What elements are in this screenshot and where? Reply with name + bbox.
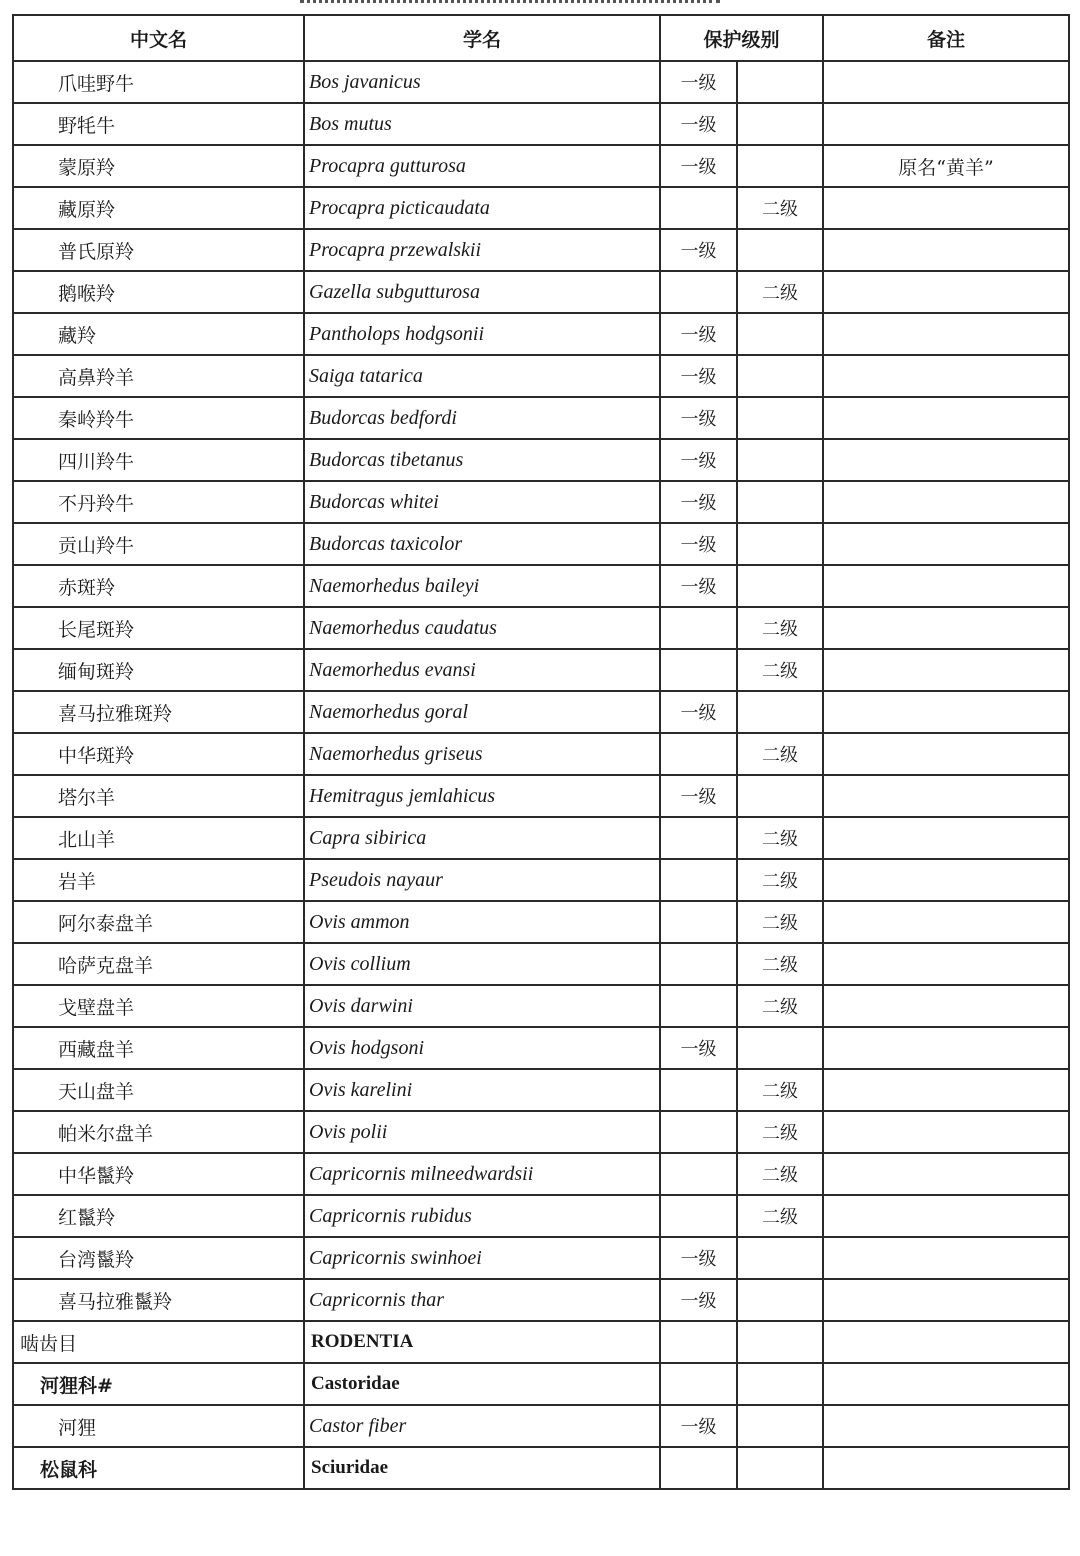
level-one-cell bbox=[660, 817, 737, 859]
level-one-cell bbox=[660, 1195, 737, 1237]
remarks-cell bbox=[823, 943, 1069, 985]
remarks-cell bbox=[823, 1363, 1069, 1405]
level-one-cell: 一级 bbox=[660, 229, 737, 271]
level-one-cell bbox=[660, 271, 737, 313]
protected-species-table bbox=[12, 14, 1070, 1490]
scientific-name-cell: Naemorhedus evansi bbox=[304, 649, 660, 691]
header-remarks: 备注 bbox=[823, 15, 1069, 61]
table-row bbox=[13, 145, 1069, 187]
chinese-name-cell: 岩羊 bbox=[13, 859, 304, 901]
chinese-name-cell: 塔尔羊 bbox=[13, 775, 304, 817]
remarks-cell bbox=[823, 1153, 1069, 1195]
scientific-name-cell: Naemorhedus baileyi bbox=[304, 565, 660, 607]
scientific-name-cell: Budorcas tibetanus bbox=[304, 439, 660, 481]
cropped-heading-remnant bbox=[300, 0, 720, 9]
chinese-name-cell: 中华斑羚 bbox=[13, 733, 304, 775]
table-row bbox=[13, 691, 1069, 733]
table-row bbox=[13, 733, 1069, 775]
level-one-cell: 一级 bbox=[660, 691, 737, 733]
scientific-name-cell: Procapra gutturosa bbox=[304, 145, 660, 187]
table-row bbox=[13, 271, 1069, 313]
chinese-name-cell: 哈萨克盘羊 bbox=[13, 943, 304, 985]
level-two-cell bbox=[737, 565, 823, 607]
chinese-name-cell: 普氏原羚 bbox=[13, 229, 304, 271]
level-two-cell bbox=[737, 1405, 823, 1447]
remarks-cell bbox=[823, 607, 1069, 649]
remarks-cell bbox=[823, 313, 1069, 355]
chinese-name-cell: 中华鬣羚 bbox=[13, 1153, 304, 1195]
remarks-cell bbox=[823, 103, 1069, 145]
level-two-cell bbox=[737, 103, 823, 145]
remarks-cell bbox=[823, 901, 1069, 943]
scientific-name-cell: Capricornis milneedwardsii bbox=[304, 1153, 660, 1195]
table-row bbox=[13, 901, 1069, 943]
level-one-cell: 一级 bbox=[660, 397, 737, 439]
level-two-cell bbox=[737, 1237, 823, 1279]
scientific-name-cell: Capricornis swinhoei bbox=[304, 1237, 660, 1279]
table-row bbox=[13, 1237, 1069, 1279]
header-chinese-name: 中文名 bbox=[13, 15, 304, 61]
level-two-cell: 二级 bbox=[737, 901, 823, 943]
scientific-name-cell: Ovis darwini bbox=[304, 985, 660, 1027]
level-one-cell: 一级 bbox=[660, 1405, 737, 1447]
table-row bbox=[13, 439, 1069, 481]
remarks-cell bbox=[823, 649, 1069, 691]
level-one-cell bbox=[660, 1153, 737, 1195]
remarks-cell bbox=[823, 1321, 1069, 1363]
table-row bbox=[13, 61, 1069, 103]
remarks-cell bbox=[823, 691, 1069, 733]
level-two-cell bbox=[737, 481, 823, 523]
remarks-cell bbox=[823, 565, 1069, 607]
table-row bbox=[13, 1279, 1069, 1321]
level-one-cell bbox=[660, 649, 737, 691]
level-two-cell: 二级 bbox=[737, 1111, 823, 1153]
level-one-cell bbox=[660, 1363, 737, 1405]
level-one-cell bbox=[660, 1447, 737, 1489]
level-two-cell: 二级 bbox=[737, 859, 823, 901]
scientific-name-cell: Naemorhedus goral bbox=[304, 691, 660, 733]
scientific-name-cell: Capra sibirica bbox=[304, 817, 660, 859]
chinese-name-cell: 藏原羚 bbox=[13, 187, 304, 229]
level-two-cell bbox=[737, 1447, 823, 1489]
level-one-cell: 一级 bbox=[660, 61, 737, 103]
table-row bbox=[13, 607, 1069, 649]
scientific-name-cell: Naemorhedus caudatus bbox=[304, 607, 660, 649]
scientific-name-cell: Pseudois nayaur bbox=[304, 859, 660, 901]
scientific-name-cell: RODENTIA bbox=[304, 1321, 660, 1363]
table-body bbox=[13, 61, 1069, 1489]
scientific-name-cell: Capricornis thar bbox=[304, 1279, 660, 1321]
table-row bbox=[13, 355, 1069, 397]
chinese-name-cell: 缅甸斑羚 bbox=[13, 649, 304, 691]
table-row bbox=[13, 1195, 1069, 1237]
level-two-cell bbox=[737, 1279, 823, 1321]
scientific-name-cell: Ovis polii bbox=[304, 1111, 660, 1153]
chinese-name-cell: 贡山羚牛 bbox=[13, 523, 304, 565]
scientific-name-cell: Naemorhedus griseus bbox=[304, 733, 660, 775]
table-row bbox=[13, 397, 1069, 439]
remarks-cell bbox=[823, 187, 1069, 229]
scientific-name-cell: Bos javanicus bbox=[304, 61, 660, 103]
header-scientific-name: 学名 bbox=[304, 15, 660, 61]
table-row bbox=[13, 103, 1069, 145]
table-row bbox=[13, 1447, 1069, 1489]
level-two-cell: 二级 bbox=[737, 1069, 823, 1111]
remarks-cell bbox=[823, 481, 1069, 523]
level-one-cell bbox=[660, 733, 737, 775]
level-one-cell: 一级 bbox=[660, 1279, 737, 1321]
level-two-cell bbox=[737, 691, 823, 733]
level-two-cell: 二级 bbox=[737, 607, 823, 649]
level-two-cell bbox=[737, 313, 823, 355]
chinese-name-cell: 红鬣羚 bbox=[13, 1195, 304, 1237]
table-row bbox=[13, 481, 1069, 523]
remarks-cell bbox=[823, 1405, 1069, 1447]
table-row bbox=[13, 985, 1069, 1027]
level-two-cell bbox=[737, 775, 823, 817]
chinese-name-cell: 喜马拉雅鬣羚 bbox=[13, 1279, 304, 1321]
table-row bbox=[13, 1321, 1069, 1363]
scientific-name-cell: Procapra przewalskii bbox=[304, 229, 660, 271]
chinese-name-cell: 河狸 bbox=[13, 1405, 304, 1447]
level-one-cell: 一级 bbox=[660, 523, 737, 565]
scientific-name-cell: Ovis ammon bbox=[304, 901, 660, 943]
scientific-name-cell: Bos mutus bbox=[304, 103, 660, 145]
level-two-cell bbox=[737, 523, 823, 565]
scientific-name-cell: Gazella subgutturosa bbox=[304, 271, 660, 313]
level-two-cell: 二级 bbox=[737, 1153, 823, 1195]
scientific-name-cell: Saiga tatarica bbox=[304, 355, 660, 397]
chinese-name-cell: 野牦牛 bbox=[13, 103, 304, 145]
level-two-cell: 二级 bbox=[737, 187, 823, 229]
level-one-cell: 一级 bbox=[660, 145, 737, 187]
chinese-name-cell: 北山羊 bbox=[13, 817, 304, 859]
level-one-cell: 一级 bbox=[660, 481, 737, 523]
remarks-cell bbox=[823, 859, 1069, 901]
level-one-cell: 一级 bbox=[660, 439, 737, 481]
level-two-cell bbox=[737, 355, 823, 397]
remarks-cell bbox=[823, 397, 1069, 439]
remarks-cell bbox=[823, 1447, 1069, 1489]
table-row bbox=[13, 187, 1069, 229]
scientific-name-cell: Ovis hodgsoni bbox=[304, 1027, 660, 1069]
level-two-cell bbox=[737, 229, 823, 271]
remarks-cell bbox=[823, 1237, 1069, 1279]
level-two-cell: 二级 bbox=[737, 1195, 823, 1237]
scientific-name-cell: Ovis karelini bbox=[304, 1069, 660, 1111]
table-row bbox=[13, 859, 1069, 901]
chinese-name-cell: 爪哇野牛 bbox=[13, 61, 304, 103]
level-two-cell: 二级 bbox=[737, 271, 823, 313]
level-one-cell bbox=[660, 187, 737, 229]
remarks-cell bbox=[823, 523, 1069, 565]
remarks-cell bbox=[823, 1027, 1069, 1069]
remarks-cell bbox=[823, 733, 1069, 775]
table-row bbox=[13, 1153, 1069, 1195]
remarks-cell bbox=[823, 985, 1069, 1027]
table-row bbox=[13, 1363, 1069, 1405]
table-row bbox=[13, 817, 1069, 859]
remarks-cell: 原名“黄羊” bbox=[823, 145, 1069, 187]
chinese-name-cell: 天山盘羊 bbox=[13, 1069, 304, 1111]
level-one-cell bbox=[660, 1069, 737, 1111]
level-two-cell: 二级 bbox=[737, 649, 823, 691]
chinese-name-cell: 蒙原羚 bbox=[13, 145, 304, 187]
chinese-name-cell: 戈壁盘羊 bbox=[13, 985, 304, 1027]
chinese-name-cell: 高鼻羚羊 bbox=[13, 355, 304, 397]
level-one-cell: 一级 bbox=[660, 355, 737, 397]
level-two-cell: 二级 bbox=[737, 733, 823, 775]
scientific-name-cell: Castor fiber bbox=[304, 1405, 660, 1447]
scientific-name-cell: Hemitragus jemlahicus bbox=[304, 775, 660, 817]
level-two-cell: 二级 bbox=[737, 817, 823, 859]
scientific-name-cell: Pantholops hodgsonii bbox=[304, 313, 660, 355]
remarks-cell bbox=[823, 1195, 1069, 1237]
scientific-name-cell: Capricornis rubidus bbox=[304, 1195, 660, 1237]
level-two-cell bbox=[737, 397, 823, 439]
chinese-name-cell: 河狸科# bbox=[13, 1363, 304, 1405]
level-two-cell bbox=[737, 1321, 823, 1363]
scientific-name-cell: Budorcas taxicolor bbox=[304, 523, 660, 565]
level-one-cell bbox=[660, 985, 737, 1027]
table-row bbox=[13, 565, 1069, 607]
scientific-name-cell: Budorcas bedfordi bbox=[304, 397, 660, 439]
table-row bbox=[13, 1405, 1069, 1447]
chinese-name-cell: 台湾鬣羚 bbox=[13, 1237, 304, 1279]
scientific-name-cell: Budorcas whitei bbox=[304, 481, 660, 523]
remarks-cell bbox=[823, 817, 1069, 859]
chinese-name-cell: 喜马拉雅斑羚 bbox=[13, 691, 304, 733]
table-row bbox=[13, 1111, 1069, 1153]
chinese-name-cell: 帕米尔盘羊 bbox=[13, 1111, 304, 1153]
table-row bbox=[13, 1069, 1069, 1111]
level-two-cell: 二级 bbox=[737, 985, 823, 1027]
table-row bbox=[13, 523, 1069, 565]
chinese-name-cell: 不丹羚牛 bbox=[13, 481, 304, 523]
remarks-cell bbox=[823, 1279, 1069, 1321]
level-two-cell: 二级 bbox=[737, 943, 823, 985]
chinese-name-cell: 秦岭羚牛 bbox=[13, 397, 304, 439]
level-one-cell: 一级 bbox=[660, 565, 737, 607]
level-one-cell: 一级 bbox=[660, 1027, 737, 1069]
chinese-name-cell: 阿尔泰盘羊 bbox=[13, 901, 304, 943]
remarks-cell bbox=[823, 775, 1069, 817]
table-row bbox=[13, 313, 1069, 355]
header-protection-level: 保护级别 bbox=[660, 15, 823, 61]
chinese-name-cell: 长尾斑羚 bbox=[13, 607, 304, 649]
chinese-name-cell: 啮齿目 bbox=[13, 1321, 304, 1363]
chinese-name-cell: 松鼠科 bbox=[13, 1447, 304, 1489]
remarks-cell bbox=[823, 229, 1069, 271]
scientific-name-cell: Ovis collium bbox=[304, 943, 660, 985]
table-row bbox=[13, 775, 1069, 817]
remarks-cell bbox=[823, 355, 1069, 397]
level-one-cell: 一级 bbox=[660, 313, 737, 355]
table-row bbox=[13, 649, 1069, 691]
level-one-cell bbox=[660, 1111, 737, 1153]
level-two-cell bbox=[737, 145, 823, 187]
remarks-cell bbox=[823, 1069, 1069, 1111]
remarks-cell bbox=[823, 1111, 1069, 1153]
table-row bbox=[13, 229, 1069, 271]
level-one-cell bbox=[660, 901, 737, 943]
scientific-name-cell: Castoridae bbox=[304, 1363, 660, 1405]
chinese-name-cell: 赤斑羚 bbox=[13, 565, 304, 607]
level-one-cell: 一级 bbox=[660, 103, 737, 145]
level-one-cell: 一级 bbox=[660, 775, 737, 817]
table-header-row bbox=[13, 15, 1069, 61]
scientific-name-cell: Sciuridae bbox=[304, 1447, 660, 1489]
level-two-cell bbox=[737, 1027, 823, 1069]
remarks-cell bbox=[823, 271, 1069, 313]
remarks-cell bbox=[823, 439, 1069, 481]
level-one-cell bbox=[660, 1321, 737, 1363]
chinese-name-cell: 西藏盘羊 bbox=[13, 1027, 304, 1069]
table-row bbox=[13, 943, 1069, 985]
level-one-cell bbox=[660, 607, 737, 649]
level-two-cell bbox=[737, 439, 823, 481]
scientific-name-cell: Procapra picticaudata bbox=[304, 187, 660, 229]
level-one-cell bbox=[660, 943, 737, 985]
chinese-name-cell: 四川羚牛 bbox=[13, 439, 304, 481]
level-one-cell bbox=[660, 859, 737, 901]
remarks-cell bbox=[823, 61, 1069, 103]
table-row bbox=[13, 1027, 1069, 1069]
chinese-name-cell: 鹅喉羚 bbox=[13, 271, 304, 313]
level-two-cell bbox=[737, 61, 823, 103]
level-one-cell: 一级 bbox=[660, 1237, 737, 1279]
chinese-name-cell: 藏羚 bbox=[13, 313, 304, 355]
level-two-cell bbox=[737, 1363, 823, 1405]
